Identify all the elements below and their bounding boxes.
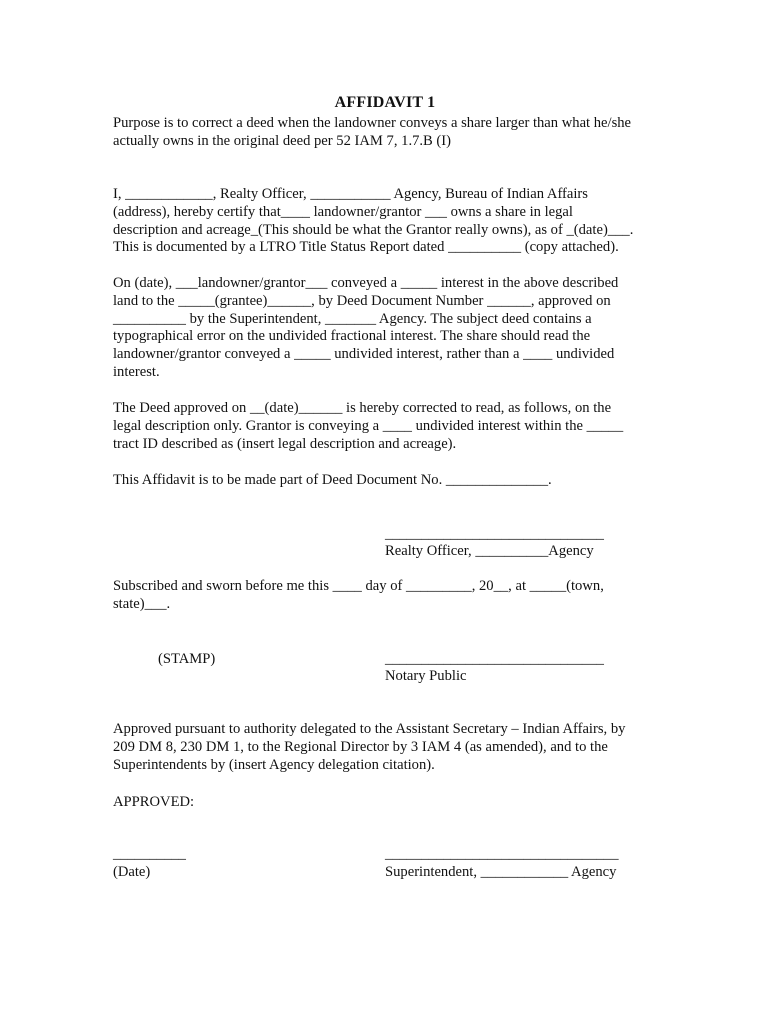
approval-authority-paragraph xyxy=(113,721,658,774)
paragraph-line: This is documented by a LTRO Title Status Report dated __________ (copy attached). xyxy=(113,239,619,256)
document-title: AFFIDAVIT 1 xyxy=(334,94,436,111)
paragraph-line: This Affidavit is to be made part of Deed Document No. ______________. xyxy=(113,472,552,488)
stamp-placeholder: (STAMP) xyxy=(158,651,216,667)
paragraph-line: tract ID described as (insert legal description and acreage). xyxy=(113,435,457,452)
purpose-statement xyxy=(113,115,658,151)
affidavit-reference-paragraph xyxy=(113,472,658,490)
superintendent-signature-line: ________________________________ xyxy=(385,846,619,862)
paragraph-line: legal description only. Grantor is conveying a ____ undivided interest within the _____ xyxy=(113,417,624,434)
paragraph-line: Subscribed and sworn before me this ____ day of _________, 20__, at _____(town, xyxy=(113,578,604,594)
paragraph-line: land to the _____(grantee)______, by Deed Document Number ______, approved on xyxy=(113,292,611,309)
paragraph-line: interest. xyxy=(113,363,160,380)
paragraph-line: (address), hereby certify that____ landowner/grantor ___ owns a share in legal xyxy=(113,203,573,220)
conveyance-paragraph xyxy=(113,275,658,382)
paragraph-line: state)___. xyxy=(113,595,171,612)
paragraph-line: I, ____________, Realty Officer, ___________ Agency, Bureau of Indian Affairs xyxy=(113,186,588,202)
sworn-statement xyxy=(113,578,658,614)
paragraph-line: description and acreage_(This should be what the Grantor really owns), as of _(date)___. xyxy=(113,221,634,238)
realty-officer-signature-line: ______________________________ xyxy=(385,526,604,542)
superintendent-signature-label: Superintendent, ____________ Agency xyxy=(385,864,617,880)
paragraph-line: The Deed approved on __(date)______ is hereby corrected to read, as follows, on the xyxy=(113,400,612,416)
purpose-line: actually owns in the original deed per 52 IAM 7, 1.7.B (I) xyxy=(113,132,452,149)
paragraph-line: On (date), ___landowner/grantor___ conveyed a _____ interest in the above described xyxy=(113,275,619,291)
date-signature-line: __________ xyxy=(113,846,186,862)
approved-label: APPROVED: xyxy=(113,794,195,810)
paragraph-line: Superintendents by (insert Agency delegation citation). xyxy=(113,756,435,773)
realty-officer-signature-label: Realty Officer, __________Agency xyxy=(385,543,594,559)
certification-paragraph xyxy=(113,186,658,257)
paragraph-line: __________ by the Superintendent, _______ Agency. The subject deed contains a xyxy=(113,310,592,327)
notary-signature-label: Notary Public xyxy=(385,668,467,684)
correction-paragraph xyxy=(113,400,658,453)
paragraph-line: landowner/grantor conveyed a _____ undivided interest, rather than a ____ undivided xyxy=(113,346,615,363)
paragraph-line: typographical error on the undivided fractional interest. The share should read the xyxy=(113,328,591,345)
date-signature-label: (Date) xyxy=(113,864,151,880)
notary-signature-line: ______________________________ xyxy=(385,651,604,667)
paragraph-line: Approved pursuant to authority delegated to the Assistant Secretary – Indian Affairs, by xyxy=(113,721,626,737)
paragraph-line: 209 DM 8, 230 DM 1, to the Regional Director by 3 IAM 4 (as amended), and to the xyxy=(113,738,608,755)
purpose-line: Purpose is to correct a deed when the landowner conveys a share larger than what he/she xyxy=(113,115,632,131)
